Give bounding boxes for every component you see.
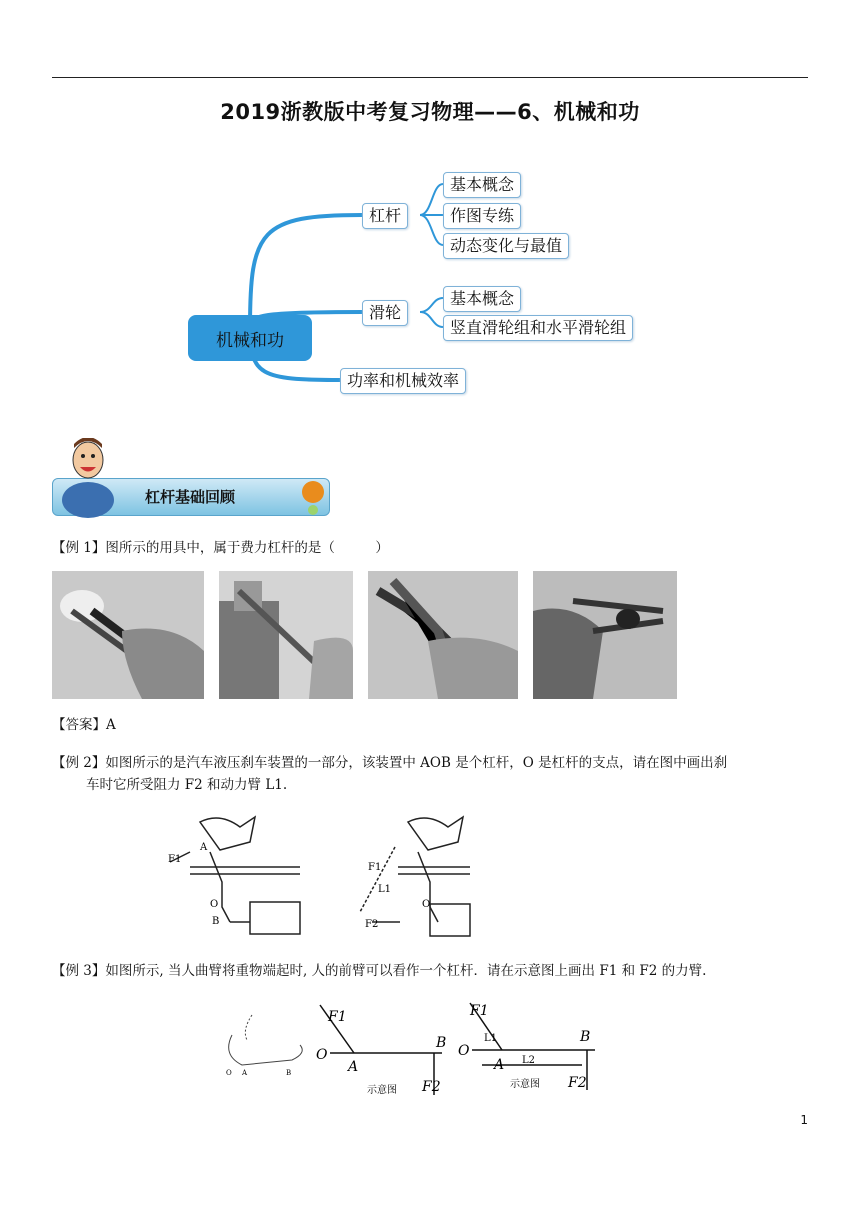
answer-1 <box>52 714 116 736</box>
example-tag: 【例 1】 <box>52 540 106 556</box>
label-F1: F1 <box>368 862 382 873</box>
label-F2: F2 <box>365 919 379 930</box>
header-rule <box>52 77 808 78</box>
label-F1: F1 <box>168 854 182 865</box>
label-F2: F2 <box>422 1079 441 1095</box>
figure-brake-lever <box>160 812 480 947</box>
example-2 <box>52 752 812 796</box>
mindmap-leaf: 动态变化与最值 <box>443 233 569 259</box>
caption: 示意图 <box>367 1085 397 1096</box>
example-text: 如图所示, 当人曲臂将重物端起时, 人的前臂可以看作一个杠杆．请在示意图上画出 F1 和 F2 的力臂. <box>105 963 707 979</box>
example-tag: 【例 2】 <box>52 755 106 771</box>
label-L2: L2 <box>522 1055 536 1066</box>
label-F1: F1 <box>470 1003 489 1019</box>
page-number: 1 <box>800 1113 808 1127</box>
example-tag: 【例 3】 <box>52 963 106 979</box>
answer-value: A <box>106 717 116 733</box>
label-B: B <box>436 1035 447 1051</box>
label-O: O <box>226 1069 232 1077</box>
answer-tag: 【答案】 <box>52 717 106 733</box>
example-3 <box>52 960 812 982</box>
mindmap-root: 机械和功 <box>188 315 312 361</box>
label-O: O <box>458 1043 470 1059</box>
mindmap-branch-pulley: 滑轮 <box>362 300 408 326</box>
label-F2: F2 <box>568 1075 587 1091</box>
label-A: A <box>348 1059 359 1075</box>
photo-tool-4 <box>533 571 677 699</box>
label-L1: L1 <box>378 884 392 895</box>
label-A: A <box>494 1057 505 1073</box>
section-banner <box>52 474 328 516</box>
photo-tool-1 <box>52 571 204 699</box>
photo-tool-2 <box>219 571 353 699</box>
figure-forearm-lever <box>212 995 612 1100</box>
mindmap-branch-lever: 杠杆 <box>362 203 408 229</box>
label-O: O <box>422 899 431 910</box>
label-A: A <box>200 842 208 853</box>
label-B: B <box>580 1029 591 1045</box>
label-B: B <box>286 1069 292 1077</box>
label-L1: L1 <box>484 1033 498 1044</box>
mindmap-leaf: 基本概念 <box>443 286 521 312</box>
example-1 <box>52 537 389 559</box>
example-text: 如图所示的是汽车液压刹车装置的一部分，该装置中 AOB 是个杠杆，O 是杠杆的支点，请在图中画出刹 <box>105 755 728 771</box>
label-O: O <box>316 1047 328 1063</box>
photo-tool-3 <box>368 571 518 699</box>
label-O: O <box>210 899 219 910</box>
section-banner-label: 杠杆基础回顾 <box>144 488 235 506</box>
page-title: 2019浙教版中考复习物理——6、机械和功 <box>220 100 640 124</box>
mindmap-leaf: 竖直滑轮组和水平滑轮组 <box>443 315 633 341</box>
caption: 示意图 <box>510 1079 540 1090</box>
label-B: B <box>212 916 220 927</box>
label-F1: F1 <box>328 1009 347 1025</box>
label-A: A <box>242 1069 248 1077</box>
example-text: 图所示的用具中，属于费力杠杆的是（ ） <box>105 540 389 556</box>
mindmap-leaf: 作图专练 <box>443 203 521 229</box>
mindmap-leaf: 基本概念 <box>443 172 521 198</box>
example-text: 车时它所受阻力 F2 和动力臂 L1. <box>86 777 288 793</box>
mindmap-branch-power: 功率和机械效率 <box>340 368 466 394</box>
ornament-icon <box>298 470 328 520</box>
